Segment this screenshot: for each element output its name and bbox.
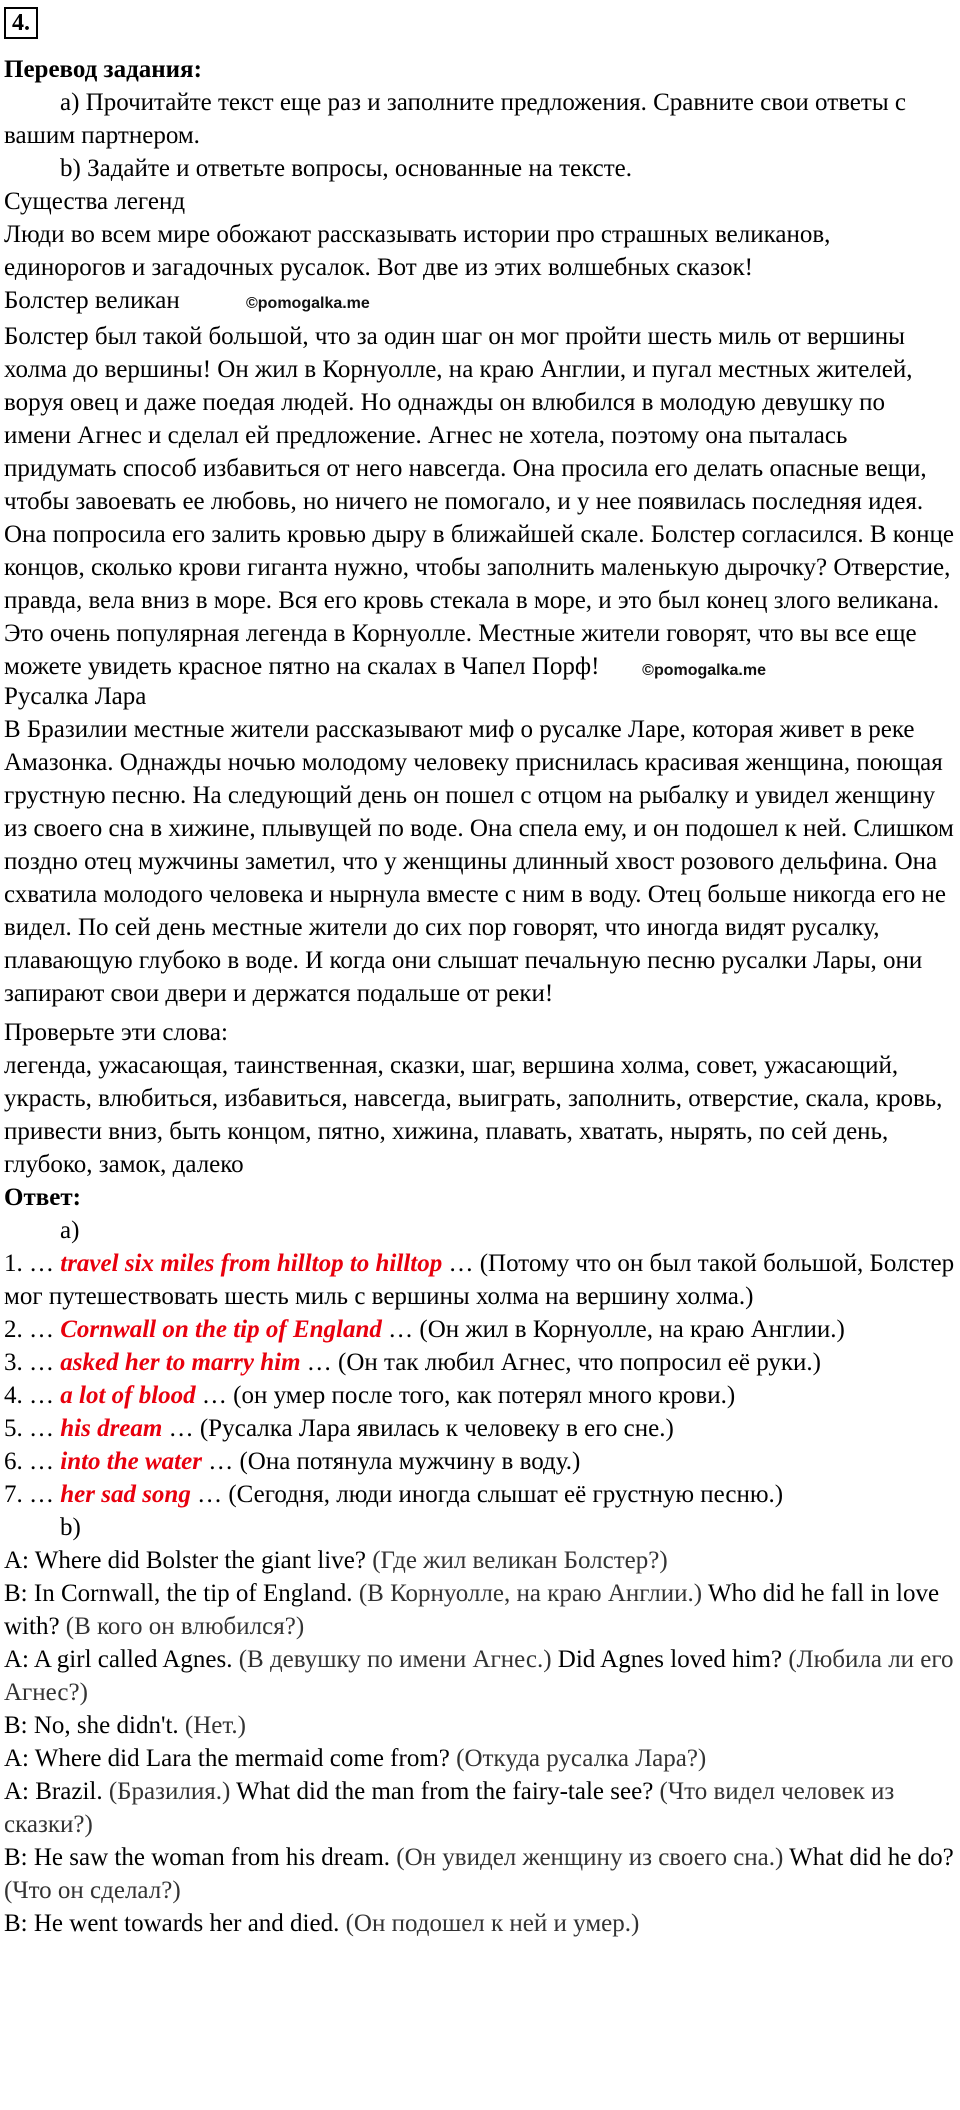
dialogue-translation: (Что видел человек из сказки?): [4, 1778, 895, 1838]
answer-explanation: … (Он так любил Агнес, что попросил её руки.): [306, 1349, 821, 1376]
dialogue-list: [4, 1544, 956, 1940]
translation-heading: Перевод задания:: [4, 56, 202, 83]
dialogue-english: B: In Cornwall, the tip of England.: [4, 1580, 359, 1607]
dialogue-translation: (Нет.): [184, 1712, 247, 1739]
story1-title-line: [4, 284, 956, 320]
answer-item: [4, 1247, 956, 1313]
dialogue-english: B: No, she didn't.: [4, 1712, 185, 1739]
dialogue-line: [4, 1709, 956, 1742]
answer-item: [4, 1478, 956, 1511]
answer-key-phrase: his dream: [60, 1415, 163, 1442]
task-a-text: a) Прочитайте текст еще раз и заполните предложения. Сравните свои ответы с вашим партнером.: [4, 89, 906, 149]
dialogue-line: [4, 1907, 956, 1940]
task-number: 4.: [4, 7, 38, 39]
part-b-label: b): [60, 1514, 81, 1541]
answer-explanation: … (Она потянула мужчину в воду.): [208, 1448, 581, 1475]
answer-explanation: … (Он жил в Корнуолле, на краю Англии.): [388, 1316, 845, 1343]
answer-item: [4, 1379, 956, 1412]
answer-number: 3. …: [4, 1349, 54, 1376]
dialogue-english: Did Agnes loved him?: [557, 1646, 789, 1673]
dialogue-translation: (Любила ли его Агнес?): [4, 1646, 954, 1706]
check-words-heading: Проверьте эти слова:: [4, 1019, 228, 1046]
answer-number: 6. …: [4, 1448, 54, 1475]
dialogue-english: Who did he fall in love with?: [4, 1580, 940, 1640]
dialogue-english: What did the man from the fairy-tale see?: [236, 1778, 660, 1805]
answer-number: 7. …: [4, 1481, 54, 1508]
answer-explanation: … (он умер после того, как потерял много крови.): [201, 1382, 736, 1409]
dialogue-english: B: He went towards her and died.: [4, 1910, 346, 1937]
dialogue-line: [4, 1841, 956, 1907]
document-page: [4, 6, 956, 1940]
text-title: Существа легенд: [4, 188, 186, 215]
dialogue-english: B: He saw the woman from his dream.: [4, 1844, 397, 1871]
dialogue-english: A: A girl called Agnes.: [4, 1646, 239, 1673]
answer-number: 1. …: [4, 1250, 54, 1277]
dialogue-translation: (Бразилия.): [108, 1778, 237, 1805]
dialogue-english: A: Where did Lara the mermaid come from?: [4, 1745, 457, 1772]
answer-number: 2. …: [4, 1316, 54, 1343]
answer-key-phrase: asked her to marry him: [60, 1349, 301, 1376]
answer-item: [4, 1445, 956, 1478]
answer-item: [4, 1313, 956, 1346]
dialogue-english: What did he do?: [789, 1844, 954, 1871]
intro-paragraph: Люди во всем мире обожают рассказывать истории про страшных великанов, единорогов и загадочных русалок. Вот две из этих волшебных сказок!: [4, 221, 831, 281]
answer-number: 4. …: [4, 1382, 54, 1409]
answer-explanation: … (Сегодня, люди иногда слышат её грустную песню.): [197, 1481, 784, 1508]
task-b-text: b) Задайте и ответьте вопросы, основанные на тексте.: [60, 155, 633, 182]
answer-heading: Ответ:: [4, 1184, 81, 1211]
answer-item: [4, 1412, 956, 1445]
answer-explanation: … (Потому что он был такой большой, Болстер мог путешествовать шесть миль с вершины холма на вершину холма.): [4, 1250, 955, 1310]
part-a-label: a): [60, 1217, 80, 1244]
dialogue-translation: (Откуда русалка Лара?): [456, 1745, 707, 1772]
dialogue-translation: (Где жил великан Болстер?): [372, 1547, 668, 1574]
dialogue-translation: (В Корнуолле, на краю Англии.): [358, 1580, 708, 1607]
check-words-list: легенда, ужасающая, таинственная, сказки, шаг, вершина холма, совет, ужасающий, украсть, влюбиться, избавиться, навсегда, выиграть, заполнить, отверстие, скала, кровь, привести вниз, быть концом, пятно, хижина, плавать, хватать, нырять, по сей день, глубоко, замок, далеко: [4, 1052, 943, 1178]
dialogue-line: [4, 1643, 956, 1709]
story1-paragraph: Болстер был такой большой, что за один шаг он мог пройти шесть миль от вершины холма до вершины! Он жил в Корнуолле, на краю Англии, и пугал местных жителей, воруя овец и даже поедая людей. Но однажды он влюбился в молодую девушку по имени Агнес и сделал ей предложение. Агнес не хотела, поэтому она пыталась придумать способ избавиться от него навсегда. Она просила его делать опасные вещи, чтобы завоевать ее любовь, но ничего не помогало, и у нее появилась последняя идея. Она попросила его залить кровью дыру в ближайшей скале. Болстер согласился. В конце концов, сколько крови гиганта нужно, чтобы заполнить маленькую дырочку? Отверстие, правда, вела вниз в море. Вся его кровь стекала в море, и это был конец злого великана. Это очень популярная легенда в Корнуолле. Местные жители говорят, что вы все еще можете увидеть красное пятно на скалах в Чапел Порф!: [4, 323, 954, 680]
dialogue-translation: (В девушку по имени Агнес.): [238, 1646, 558, 1673]
watermark: ©pomogalka.me: [642, 662, 766, 679]
dialogue-translation: (Что он сделал?): [4, 1877, 181, 1904]
story2-paragraph: В Бразилии местные жители рассказывают миф о русалке Ларе, которая живет в реке Амазонка. Однажды ночью молодому человеку приснилась красивая женщина, поющая грустную песню. На следующий день он пошел с отцом на рыбалку и увидел женщину из своего сна в хижине, плывущей по воде. Она спела ему, и он подошел к ней. Слишком поздно отец мужчины заметил, что у женщины длинный хвост розового дельфина. Она схватила молодого человека и нырнула вместе с ним в воду. Отец больше никогда его не видел. По сей день местные жители до сих пор говорят, что иногда видят русалку, плавающую глубоко в воде. И когда они слышат печальную песню русалки Лары, они запирают свои двери и держатся подальше от реки!: [4, 716, 954, 1007]
dialogue-line: [4, 1544, 956, 1577]
dialogue-english: A: Brazil.: [4, 1778, 109, 1805]
story1-title: Болстер великан: [4, 287, 180, 314]
answer-key-phrase: travel six miles from hilltop to hilltop: [60, 1250, 443, 1277]
dialogue-line: [4, 1742, 956, 1775]
answer-number: 5. …: [4, 1415, 54, 1442]
answer-explanation: … (Русалка Лара явилась к человеку в его сне.): [168, 1415, 674, 1442]
dialogue-line: [4, 1577, 956, 1643]
answer-item: [4, 1346, 956, 1379]
answer-key-phrase: Cornwall on the tip of England: [60, 1316, 382, 1343]
answer-key-phrase: a lot of blood: [60, 1382, 196, 1409]
watermark: ©pomogalka.me: [245, 295, 370, 312]
dialogue-english: A: Where did Bolster the giant live?: [4, 1547, 373, 1574]
answer-key-phrase: her sad song: [60, 1481, 191, 1508]
dialogue-translation: (В кого он влюбился?): [65, 1613, 305, 1640]
dialogue-line: [4, 1775, 956, 1841]
dialogue-translation: (Он увидел женщину из своего сна.): [396, 1844, 790, 1871]
dialogue-translation: (Он подошел к ней и умер.): [345, 1910, 640, 1937]
answer-key-phrase: into the water: [60, 1448, 202, 1475]
answers-list: [4, 1247, 956, 1511]
story2-title: Русалка Лара: [4, 683, 147, 710]
